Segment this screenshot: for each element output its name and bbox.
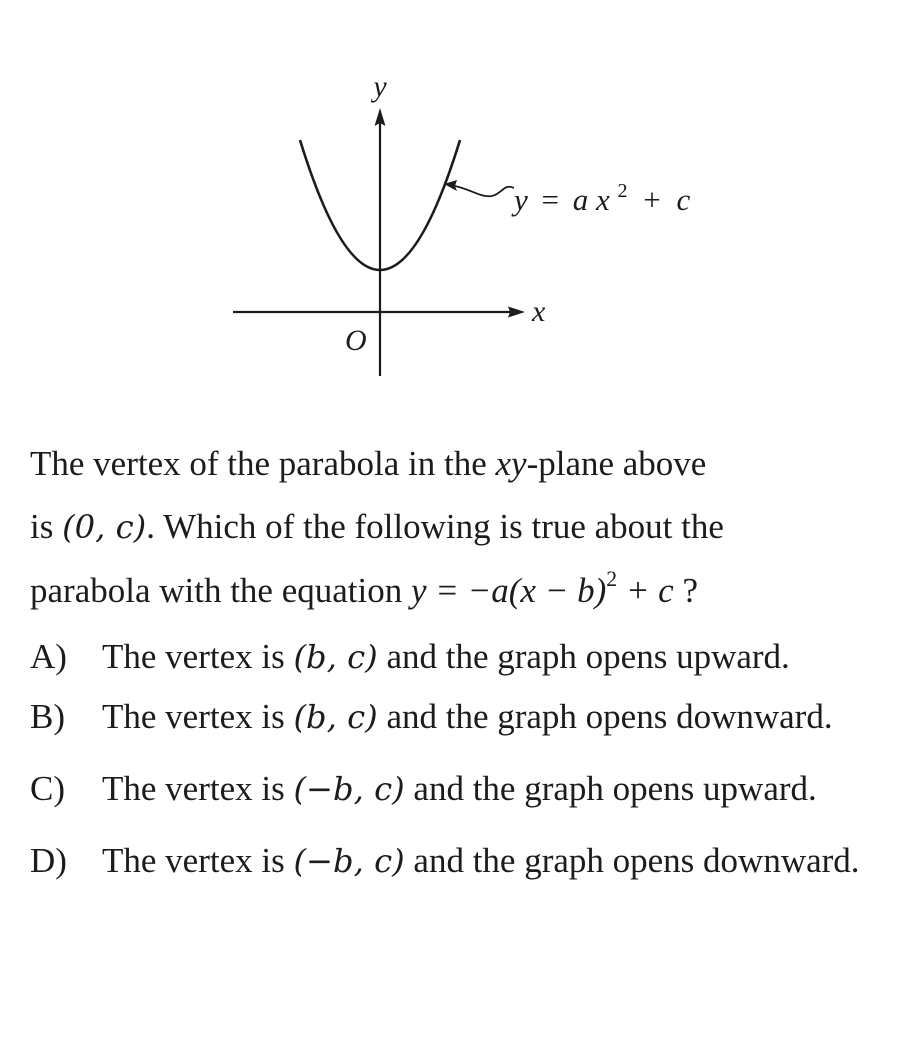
choice-suffix: and the graph opens downward. — [404, 841, 860, 880]
answer-choices — [30, 636, 900, 882]
question-stem — [30, 432, 890, 627]
question-text: . Which of the following is true about the — [146, 507, 724, 546]
choice-a[interactable] — [30, 636, 900, 678]
choice-b[interactable] — [30, 696, 900, 738]
question-text: -plane above — [526, 444, 707, 483]
question-text: parabola with the equation — [30, 571, 411, 610]
curve-eq-exponent: 2 — [617, 180, 628, 202]
curve-eq-var: x — [596, 182, 610, 217]
choice-prefix: The vertex is — [102, 697, 294, 736]
choice-suffix: and the graph opens upward. — [404, 769, 817, 808]
x-axis-label: x — [532, 295, 546, 328]
choice-text — [102, 768, 900, 810]
parabola-figure — [0, 0, 906, 400]
y-axis-label: y — [373, 70, 387, 103]
choice-text — [102, 840, 900, 882]
choice-letter: B) — [30, 697, 65, 736]
choice-text — [102, 636, 900, 678]
choice-prefix: The vertex is — [102, 769, 294, 808]
origin-label: O — [345, 324, 367, 357]
choice-letter: A) — [30, 637, 67, 676]
question-plane-var: xy — [495, 444, 527, 483]
curve-eq-equals: = — [541, 182, 559, 217]
curve-eq-lhs: y — [514, 182, 528, 217]
choice-point: (−b, c) — [293, 770, 405, 808]
choice-prefix: The vertex is — [102, 637, 294, 676]
choice-suffix: and the graph opens downward. — [377, 697, 833, 736]
question-text: is — [30, 507, 63, 546]
equation-lhs: y = −a(x − b) — [410, 571, 607, 610]
curve-equation-label — [511, 169, 691, 217]
choice-prefix: The vertex is — [102, 841, 294, 880]
question-text: The vertex of the parabola in the — [30, 444, 496, 483]
choice-letter: D) — [30, 841, 67, 880]
choice-point: (−b, c) — [293, 842, 405, 880]
vertex-point: (0, c) — [62, 508, 147, 546]
x-axis-arrow-icon — [508, 307, 525, 318]
choice-d[interactable] — [30, 840, 900, 882]
curve-eq-coef: a — [572, 182, 589, 217]
question-text: ? — [673, 571, 699, 610]
choice-text — [102, 696, 900, 738]
choice-letter: C) — [30, 769, 65, 808]
label-leader-line — [450, 185, 514, 196]
equation-exponent: 2 — [606, 567, 618, 592]
equation-rest: + c — [617, 571, 674, 610]
choice-c[interactable] — [30, 768, 900, 810]
choice-point: (b, c) — [293, 698, 378, 736]
choice-point: (b, c) — [293, 638, 378, 676]
curve-eq-plus: + — [643, 182, 661, 217]
curve-eq-const: c — [676, 182, 691, 217]
choice-suffix: and the graph opens upward. — [377, 637, 790, 676]
